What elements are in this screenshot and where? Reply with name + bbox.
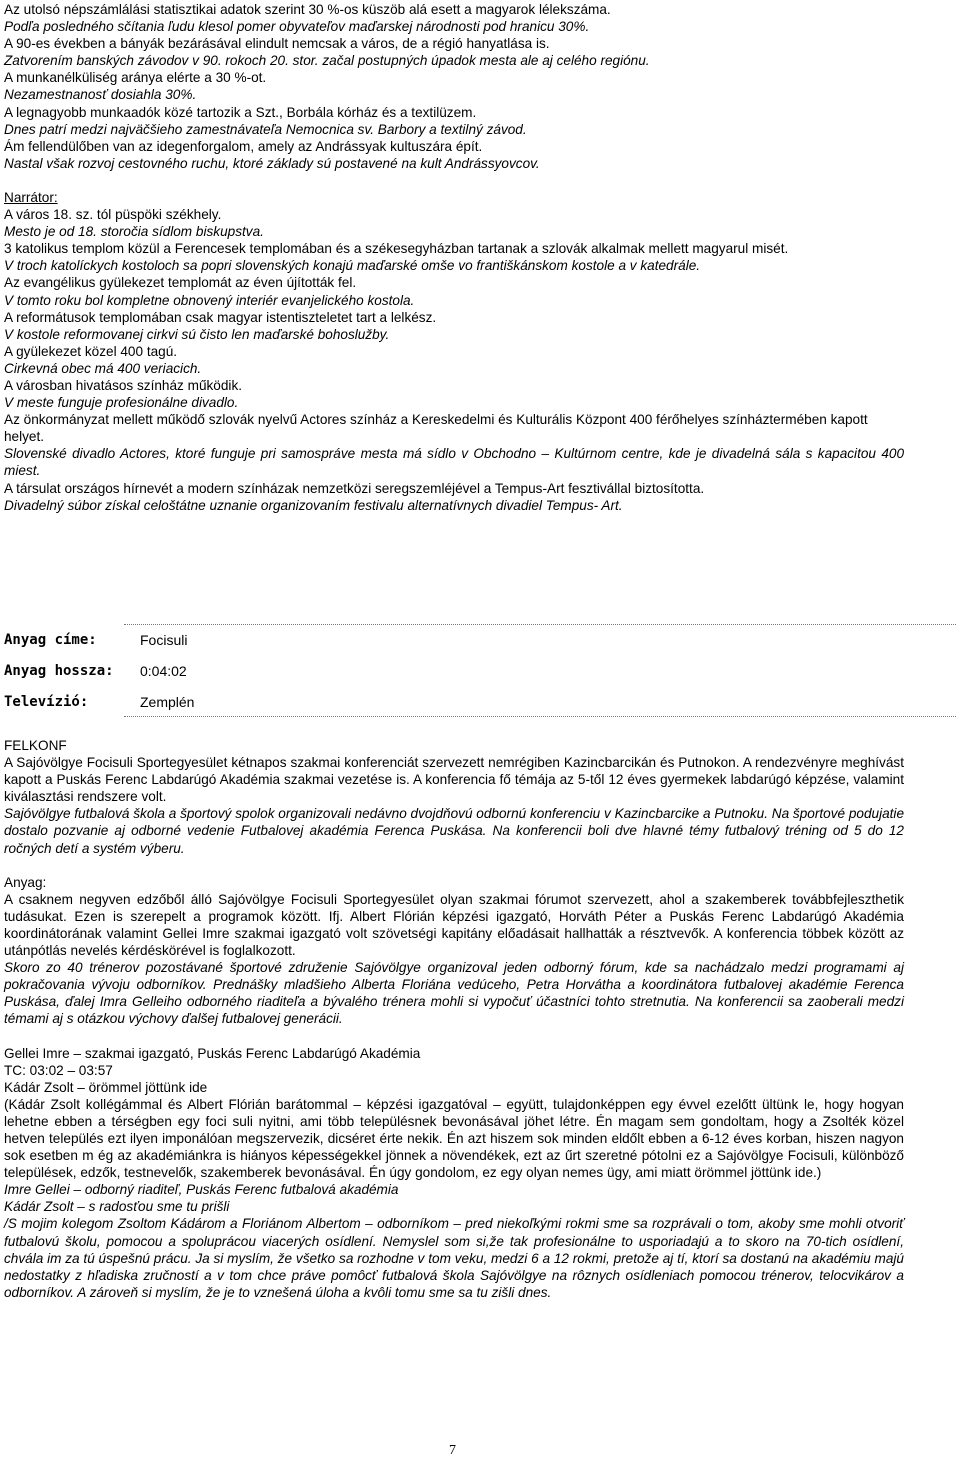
material-length-label: Anyag hossza: [4,663,114,679]
narrator-paragraph: V kostole reformovanej cirkvi sú čisto len maďarské bohoslužby. [4,326,390,342]
narrator-paragraph: Cirkevná obec má 400 veriacich. [4,360,202,376]
television-value: Zemplén [140,694,195,710]
speaker-paragraphs [4,1045,904,1301]
narrator-paragraph: A gyülekezet közel 400 tagú. [4,343,178,359]
anyag-paragraph: Skoro zo 40 trénerov pozostávané športové združenie Sajóvölgye organizoval jeden odborný fórum, kde sa nachádzalo medzi programami aj pokračovania vývoju odborníkov. Prednášky mladšieho Alberta Floriána vedúceho, Petra Horvátha a koordinátora futbalovej akadémie Ferenca Puskása, ďalej Imra Gelleiho odborného riaditeľa a bývalého trénera mohli si vypočuť účastníci tohto stretnutia. Na konferencii sa zaoberali medzi témami aj s otázkou výchovy ďalšej futbalovej generácii. [4,960,904,1027]
felkonf-paragraph: Sajóvölgye futbalová škola a športový spolok organizovali nedávno dvojdňovú odbornú konferenciu v Kazincbarcike a Putnoku. Na športové podujatie dostalo pozvanie aj odborné vedenie Futbalovej akadémia Ferenca Puskása. Na konferencii boli dve hlavné témy futbalový tréning od 5 do 12 ročných detí a systém výberu. [4,806,905,856]
speaker-paragraph: (Kádár Zsolt kollégámmal és Albert Flórián barátommal – képzési igazgatóval – együtt, tulajdonképpen egy évvel ezelőtt ültünk le, hogy hogyan lehetne ebben a térségben egy foci suli nyitni, ami több településnek bevonásával jöhet létre. Én magam sem gondoltam, hogy a Zsolték közel hetven település ezt ilyen imponálóan megszervezik, dicséret érte nekik. Én azt hiszem sok minden eldőlt ebben a 6-12 éves korban, hiszen nagyon sok esetben m ég az akadémiánkra is hiányos képességekkel jönnek a növendékek, ezt az űrt szeretné pótolni ez a Sajóvölgye Focisuli, különböző települések, edzők, testnevelők, szakemberek bevonásával. Én úgy gondolom, ez egy olyan nemes ügy, ami miatt örömmel jöttünk ide.) [4,1096,904,1181]
intro-paragraph: A munkanélküliség aránya elérte a 30 %-ot. [4,70,267,86]
intro-paragraph: Ám fellendülőben van az idegenforgalom, amely az Andrássyak kultuszára épít. [4,138,483,154]
intro-paragraph: Dnes patrí medzi najväčšieho zamestnávateľa Nemocnica sv. Barbory a textilný závod. [4,121,527,137]
intro-paragraph: Zatvorením banských závodov v 90. rokoch 20. stor. začal postupných úpadok mesta ale aj celého regiónu. [4,53,650,69]
anyag-paragraph: A csaknem negyven edzőből álló Sajóvölgye Focisuli Sportegyesület olyan szakmai fórumot szervezett, ahol a szakemberek továbbfejleszthetik tudásukat. Ezen is szerepelt a programok között. Ifj. Albert Flórián képzési igazgató, Horváth Péter a Puskás Ferenc Labdarúgó Akadémia koordinátorának valamint Gellei Imre szakmai igazgató volt szövetségi kapitány előadásait hallhatták a résztvevők. A konferencia többek között az utánpótlás nevelés kérdéskörével is foglalkozott. [4,891,904,959]
intro-section [4,1,904,514]
material-title-value: Focisuli [140,632,188,648]
paragraph-gap [4,172,904,189]
material-length-row [4,655,956,686]
narrator-paragraph: Divadelný súbor získal celoštátne uznanie organizovaním festivalu alternatívnych divadiel Tempus- Art. [4,497,623,513]
material-title-label: Anyag címe: [4,632,97,648]
narrator-paragraph: A városban hivatásos színház működik. [4,377,243,393]
felkonf-paragraph: A Sajóvölgye Focisuli Sportegyesület kétnapos szakmai konferenciát szervezett nemrégiben Kazincbarcikán és Putnokon. A rendezvényre meghívást kapott a Puskás Ferenc Labdarúgó Akadémia szakmai vezetése is. A konferencia fő témája az 5-től 12 éves gyermekek labdarúgó képzése, valamint kiválasztási rendszere volt. [4,755,904,805]
paragraph-gap [4,857,904,874]
dotted-rule-bottom [124,716,956,717]
felkonf-paragraphs [4,754,904,857]
speaker-paragraph: TC: 03:02 – 03:57 [4,1062,113,1078]
intro-paragraph: Podľa posledného sčítania ľudu klesol pomer obyvateľov maďarskej národnosti pod hranicu 30%. [4,19,590,35]
paragraph-gap [4,1028,904,1045]
narrator-paragraph: A város 18. sz. tól püspöki székhely. [4,207,222,223]
intro-paragraph: Nastal však rozvoj cestovného ruchu, ktoré základy sú postavené na kult Andrássyovcov. [4,155,540,171]
narrator-paragraphs [4,206,904,514]
narrator-paragraph: A társulat országos hírnevét a modern színházak nemzetközi seregszemléjével a Tempus-Art fesztivállal biztosította. [4,480,705,496]
speaker-paragraph: Kádár Zsolt – örömmel jöttünk ide [4,1079,208,1095]
speaker-paragraph: Kádár Zsolt – s radosťou sme tu prišli [4,1199,230,1215]
intro-paragraph: A legnagyobb munkaadók közé tartozik a Szt., Borbála kórház és a textilüzem. [4,104,477,120]
television-row [4,686,956,717]
anyag-label: Anyag: [4,874,47,890]
narrator-paragraph: Az önkormányzat mellett működő szlovák nyelvű Actores színház a Kereskedelmi és Kulturális Központ 400 férőhelyes színháztermében kapott helyet. [4,412,868,445]
narrator-paragraph: V troch katolíckych kostoloch sa popri slovenských konajú maďarské omše vo františkánskom kostole a v katedrále. [4,258,701,274]
narrator-paragraph: V tomto roku bol kompletne obnovený interiér evanjelického kostola. [4,292,415,308]
narrator-label: Narrátor: [4,189,58,205]
material-title-row [4,624,956,655]
speaker-paragraph: Gellei Imre – szakmai igazgató, Puskás Ferenc Labdarúgó Akadémia [4,1045,421,1061]
report-section [4,737,904,1301]
narrator-paragraph: Slovenské divadlo Actores, ktoré funguje pri samospráve mesta má sídlo v Obchodno – Kultúrnom centre, kde je divadelná sála s kapacitou 400 miest. [4,446,904,479]
intro-paragraph: Nezamestnanosť dosiahla 30%. [4,87,197,103]
material-length-value: 0:04:02 [140,663,187,679]
page-number: 7 [449,1443,456,1458]
narrator-paragraph: V meste funguje profesionálne divadlo. [4,395,239,411]
narrator-paragraph: Az evangélikus gyülekezet templomát az éven újították fel. [4,275,357,291]
material-info-block [4,624,956,717]
intro-paragraph: Az utolsó népszámlálási statisztikai adatok szerint 30 %-os küszöb alá esett a magyarok lélekszáma. [4,2,611,17]
television-label: Televízió: [4,694,89,710]
narrator-paragraph: A reformátusok templomában csak magyar istentiszteletet tart a lelkész. [4,309,437,325]
anyag-paragraphs [4,891,904,1028]
speaker-paragraph: Imre Gellei – odborný riaditeľ, Puskás Ferenc futbalová akadémia [4,1182,399,1198]
narrator-paragraph: 3 katolikus templom közül a Ferencesek templomában és a székesegyházban tartanak a szlovák alkalmak mellett magyarul misét. [4,241,789,257]
speaker-paragraph: /S mojim kolegom Zsoltom Kádárom a Floriánom Albertom – odborníkom – pred niekoľkými rokmi sme sa rozprávali o tom, akoby sme mohli otvoriť futbalovú školu, pomocou a spoluprácou viacerých osídlení. Nemyslel som si,že tak profesionálne to usporiadajú a to skoro na 70-tich osídlení, chvála im za tú úspešnú prácu. Ja si myslím, že všetko sa rozhodne v tom veku, medzi 6 a 12 rokmi, pretože aj tí, ktorí sa dostanú na akadémiu majú nedostatky z hľadiska zručností a v tom chce práve pomôcť futbalová škola Sajóvölgye na rôznych osídleniach pomocou trénerov, telocvikárov a odborníkov. A zároveň si myslím, že je to vznešená úloha a kvôli tomu sme sa tu zišli dnes. [4,1216,904,1300]
intro-paragraphs [4,1,904,172]
narrator-paragraph: Mesto je od 18. storočia sídlom biskupstva. [4,224,264,240]
intro-paragraph: A 90-es években a bányák bezárásával elindult nemcsak a város, de a régió hanyatlása is. [4,36,550,52]
felkonf-label: FELKONF [4,738,67,753]
